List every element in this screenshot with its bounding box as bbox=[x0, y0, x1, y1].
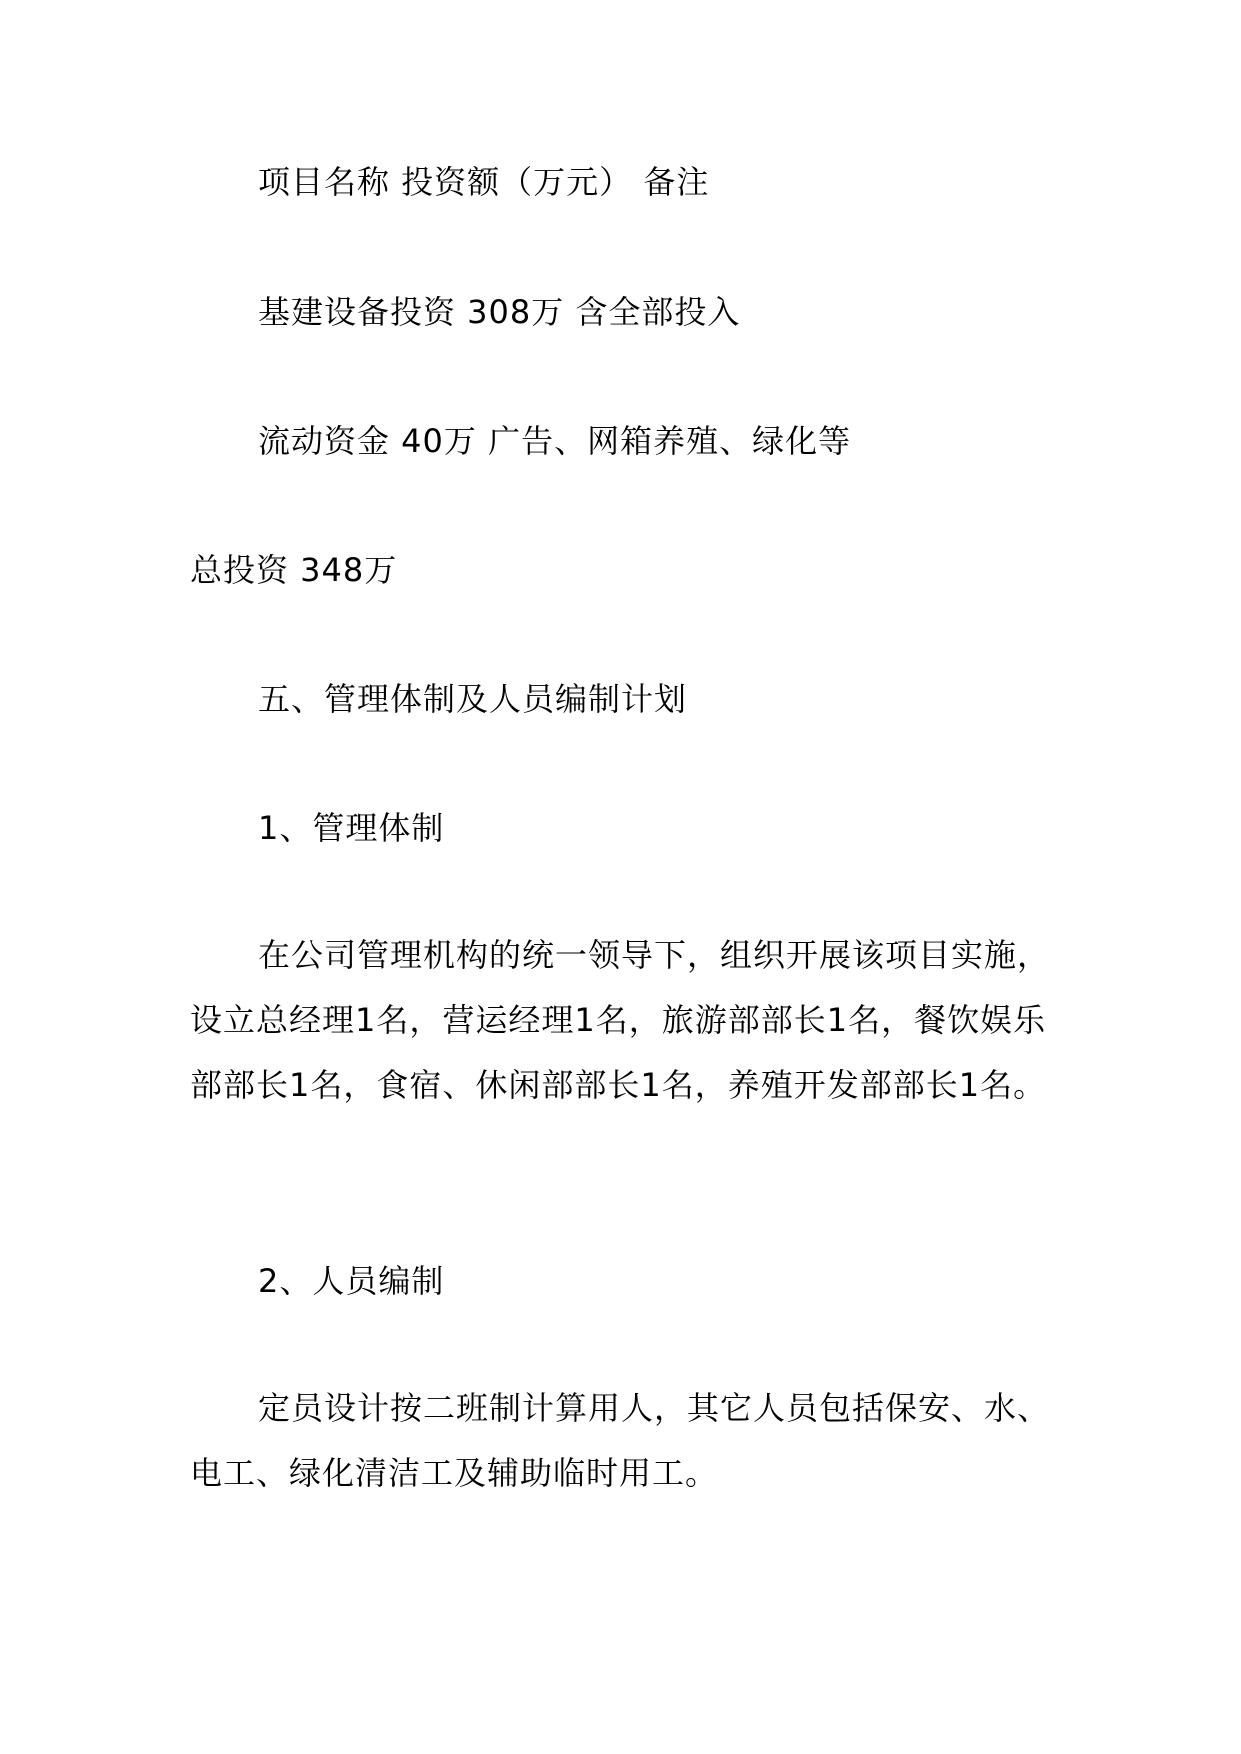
subheading-staffing: 2、人员编制 bbox=[258, 1262, 445, 1300]
management-paragraph: 在公司管理机构的统一领导下，组织开展该项目实施，设立总经理1名，营运经理1名，旅游部部长1名，餐饮娱乐部部长1名，食宿、休闲部部长1名，养殖开发部部长1名。 bbox=[190, 936, 1051, 1104]
section-heading: 五、管理体制及人员编制计划 bbox=[258, 680, 688, 718]
construction-investment-line: 基建设备投资 308万 含全部投入 bbox=[258, 293, 741, 331]
table-header-line: 项目名称 投资额（万元） 备注 bbox=[258, 163, 710, 201]
working-capital-line: 流动资金 40万 广告、网箱养殖、绿化等 bbox=[258, 422, 852, 460]
subheading-management: 1、管理体制 bbox=[258, 809, 445, 847]
staffing-paragraph: 定员设计按二班制计算用人，其它人员包括保安、水、电工、绿化清洁工及辅助临时用工。 bbox=[190, 1389, 1051, 1492]
total-investment-line: 总投资 348万 bbox=[190, 551, 398, 589]
